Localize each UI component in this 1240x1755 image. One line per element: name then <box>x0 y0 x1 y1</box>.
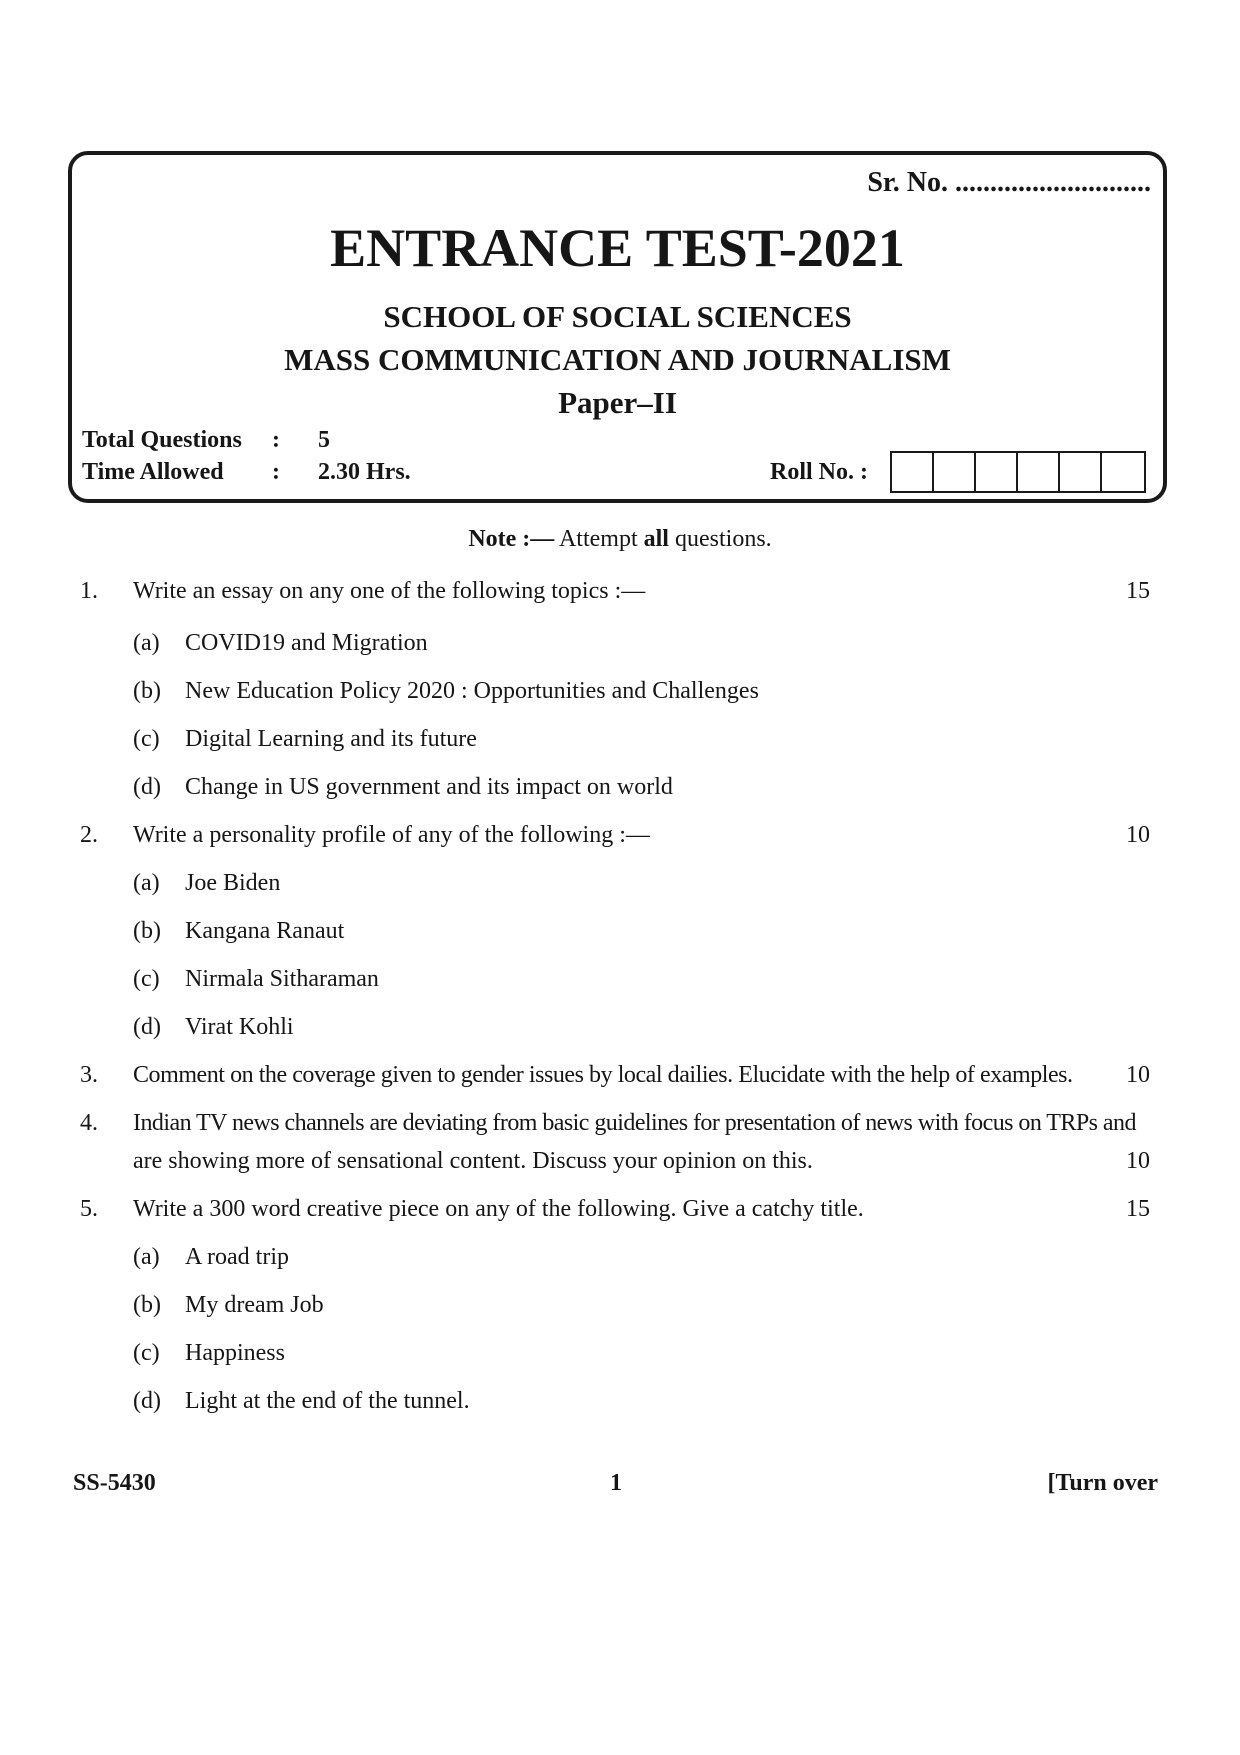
page-number: 1 <box>610 1470 622 1496</box>
option-letter: (b) <box>133 918 161 944</box>
option-text: Nirmala Sitharaman <box>185 966 379 992</box>
total-questions-value: 5 <box>318 427 330 453</box>
roll-no-cell[interactable] <box>934 453 976 491</box>
option-text: Virat Kohli <box>185 1014 294 1040</box>
question-text-line-1: Indian TV news channels are deviating from basic guidelines for presentation of news with focus on TRPs and <box>133 1110 1136 1136</box>
roll-no-boxes[interactable] <box>890 451 1146 493</box>
question-text: Write a 300 word creative piece on any of the following. Give a catchy title. <box>133 1196 864 1222</box>
roll-no-cell[interactable] <box>892 453 934 491</box>
question-number: 1. <box>80 578 98 604</box>
roll-no-cell[interactable] <box>1060 453 1102 491</box>
school-name: SCHOOL OF SOCIAL SCIENCES <box>383 299 852 334</box>
option-letter: (b) <box>133 678 161 704</box>
question-number: 2. <box>80 822 98 848</box>
question-text: Comment on the coverage given to gender issues by local dailies. Elucidate with the help of examples. <box>133 1062 1073 1088</box>
time-allowed-colon: : <box>272 459 280 485</box>
question-marks: 15 <box>1126 1196 1150 1222</box>
total-questions-label: Total Questions <box>82 427 242 453</box>
roll-no-cell[interactable] <box>1102 453 1144 491</box>
option-letter: (d) <box>133 1388 161 1414</box>
option-letter: (c) <box>133 966 160 992</box>
option-text: New Education Policy 2020 : Opportunities and Challenges <box>185 678 759 704</box>
question-number: 5. <box>80 1196 98 1222</box>
option-text: Light at the end of the tunnel. <box>185 1388 470 1414</box>
turn-over-label: [Turn over <box>1047 1470 1158 1496</box>
option-text: Kangana Ranaut <box>185 918 345 944</box>
option-text: Happiness <box>185 1340 285 1366</box>
option-text: A road trip <box>185 1244 289 1270</box>
question-marks: 10 <box>1126 1148 1150 1174</box>
option-text: My dream Job <box>185 1292 324 1318</box>
subject-name: MASS COMMUNICATION AND JOURNALISM <box>284 342 951 377</box>
option-letter: (c) <box>133 726 160 752</box>
instructions-note <box>0 526 1240 553</box>
option-letter: (b) <box>133 1292 161 1318</box>
option-letter: (c) <box>133 1340 160 1366</box>
note-mid: Attempt <box>554 526 644 552</box>
time-allowed-label: Time Allowed <box>82 459 224 485</box>
total-questions-colon: : <box>272 427 280 453</box>
header-box <box>68 151 1167 503</box>
note-bold: all <box>643 526 669 552</box>
question-marks: 15 <box>1126 578 1150 604</box>
question-text-line-2: are showing more of sensational content. Discuss your opinion on this. <box>133 1148 813 1174</box>
serial-number: Sr. No. ............................ <box>867 167 1151 198</box>
question-text: Write an essay on any one of the following topics :— <box>133 578 646 604</box>
question-number: 4. <box>80 1110 98 1136</box>
option-letter: (a) <box>133 870 160 896</box>
option-text: Joe Biden <box>185 870 281 896</box>
question-number: 3. <box>80 1062 98 1088</box>
paper-code: SS-5430 <box>73 1470 156 1496</box>
option-letter: (a) <box>133 1244 160 1270</box>
option-text: Change in US government and its impact on world <box>185 774 673 800</box>
option-letter: (d) <box>133 774 161 800</box>
roll-no-cell[interactable] <box>976 453 1018 491</box>
option-text: COVID19 and Migration <box>185 630 428 656</box>
roll-no-label: Roll No. : <box>770 459 868 485</box>
test-title: ENTRANCE TEST-2021 <box>330 218 905 278</box>
note-suffix: questions. <box>668 526 772 552</box>
time-allowed-value: 2.30 Hrs. <box>318 459 411 485</box>
roll-no-cell[interactable] <box>1018 453 1060 491</box>
question-text: Write a personality profile of any of the following :— <box>133 822 650 848</box>
note-prefix: Note :— <box>468 526 555 552</box>
question-marks: 10 <box>1126 822 1150 848</box>
question-marks: 10 <box>1126 1062 1150 1088</box>
paper-name: Paper–II <box>558 385 677 420</box>
option-text: Digital Learning and its future <box>185 726 477 752</box>
option-letter: (d) <box>133 1014 161 1040</box>
option-letter: (a) <box>133 630 160 656</box>
